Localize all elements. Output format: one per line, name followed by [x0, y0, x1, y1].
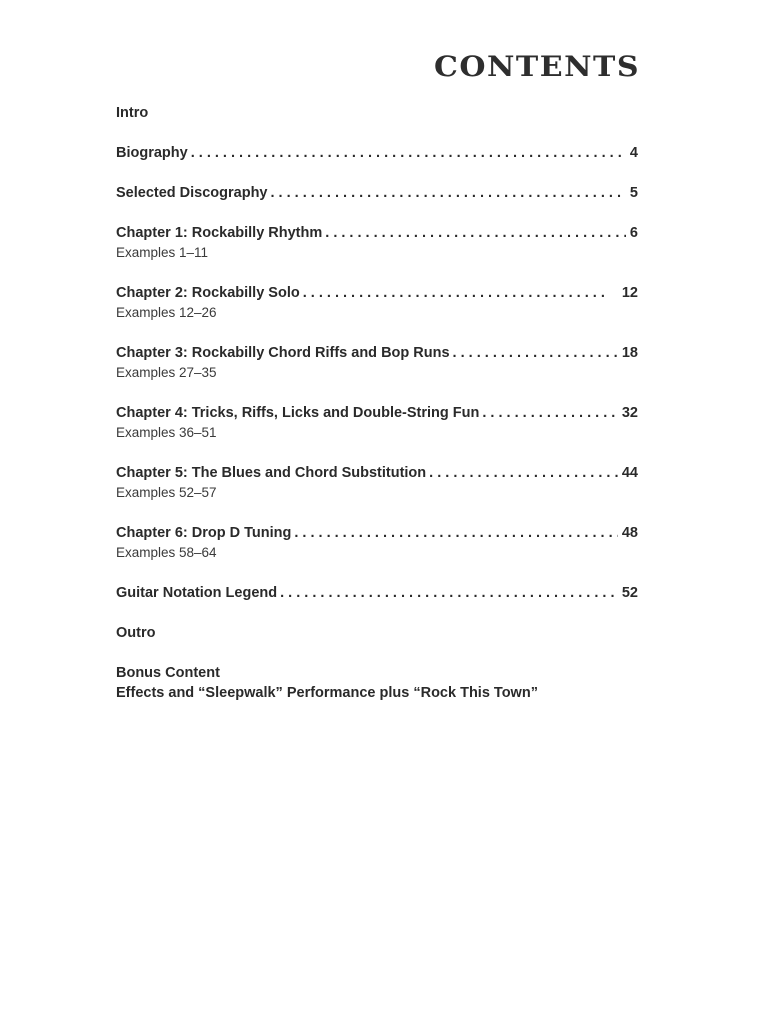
- toc-entry-page: 12: [621, 285, 638, 301]
- dot-leader: [325, 223, 626, 243]
- toc-entry-page: 6: [629, 225, 638, 241]
- dot-leader: [294, 523, 618, 543]
- toc-entry-chapter-5: [116, 463, 638, 503]
- toc-entry-chapter-6: [116, 523, 638, 563]
- toc-entry-biography: [116, 143, 638, 163]
- toc-entry-page: 18: [621, 345, 638, 361]
- dot-leader: [453, 343, 618, 363]
- toc-entry-title: Chapter 2: Rockabilly Solo: [116, 285, 300, 301]
- toc-entry-title: Chapter 6: Drop D Tuning: [116, 525, 292, 541]
- toc-entry-title: Chapter 1: Rockabilly Rhythm: [116, 225, 323, 241]
- dot-leader: [191, 143, 626, 163]
- toc-entry-chapter-1: [116, 223, 638, 263]
- toc-entry-examples: Examples 27–35: [116, 365, 217, 380]
- toc-entry-chapter-3: [116, 343, 638, 383]
- toc-entry-page: 4: [629, 145, 638, 161]
- toc-bonus-detail: Effects and “Sleepwalk” Performance plus “Rock This Town”: [116, 685, 538, 701]
- toc-entry-title: Selected Discography: [116, 185, 268, 201]
- dot-leader: [271, 183, 626, 203]
- toc-entry-title: Biography: [116, 145, 188, 161]
- toc-bonus-title: Bonus Content: [116, 665, 220, 681]
- toc-entry-examples: Examples 1–11: [116, 245, 209, 260]
- table-of-contents: [116, 103, 638, 703]
- toc-entry-title: Guitar Notation Legend: [116, 585, 278, 601]
- toc-entry-examples: Examples 36–51: [116, 425, 217, 440]
- toc-entry-notation-legend: [116, 583, 638, 603]
- dot-leader: [303, 283, 604, 303]
- dot-leader: [280, 583, 618, 603]
- toc-entry-page: 48: [621, 525, 638, 541]
- toc-entry-examples: Examples 58–64: [116, 545, 217, 560]
- toc-entry-discography: [116, 183, 638, 203]
- toc-entry-page: 32: [621, 405, 638, 421]
- dot-leader: [429, 463, 618, 483]
- toc-entry-examples: Examples 12–26: [116, 305, 217, 320]
- toc-entry-page: 52: [621, 585, 638, 601]
- toc-entry-chapter-2: [116, 283, 638, 323]
- toc-entry-title: Chapter 5: The Blues and Chord Substitution: [116, 465, 427, 481]
- page-title: CONTENTS: [433, 51, 640, 84]
- toc-entry-examples: Examples 52–57: [116, 485, 217, 500]
- toc-intro: Intro: [116, 105, 149, 121]
- toc-outro: Outro: [116, 625, 156, 641]
- dot-leader: [482, 403, 618, 423]
- toc-entry-page: 5: [629, 185, 638, 201]
- toc-entry-title: Chapter 3: Rockabilly Chord Riffs and Bop Runs: [116, 345, 450, 361]
- toc-entry-page: 44: [621, 465, 638, 481]
- toc-entry-title: Chapter 4: Tricks, Riffs, Licks and Double-String Fun: [116, 405, 480, 421]
- toc-entry-chapter-4: [116, 403, 638, 443]
